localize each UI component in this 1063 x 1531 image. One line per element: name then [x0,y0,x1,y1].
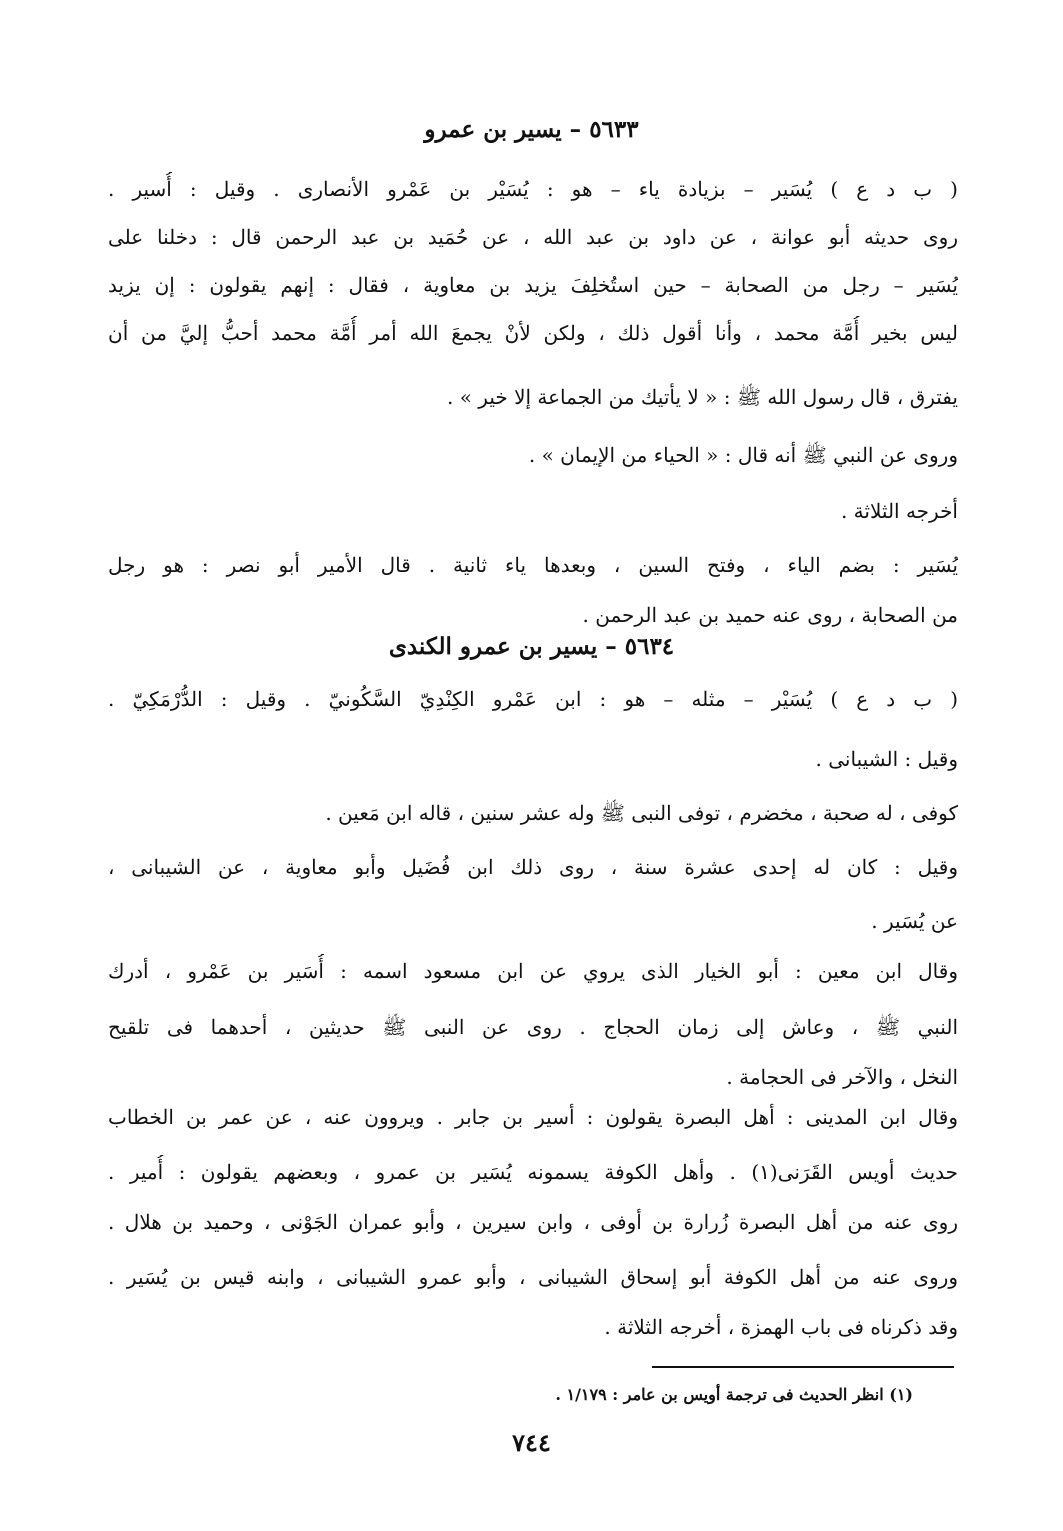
entry-5634-line-13: وقد ذكرناه فى باب الهمزة ، أخرجه الثلاثة . [604,1315,958,1339]
entry-heading-5633: ٥٦٣٣ – يسير بن عمرو [424,116,639,143]
entry-5633-line-6: وروى عن النبي ﷺ أنه قال : « الحياء من الإيمان » . [528,443,958,467]
page-number: ٧٤٤ [512,1428,551,1457]
entry-5634-line-2: وقيل : الشيبانى . [815,747,958,771]
entry-heading-5634: ٥٦٣٤ – يسير بن عمرو الكندى [388,633,675,660]
entry-5634-line-6: وقال ابن معين : أبو الخيار الذى يروي عن ابن مسعود اسمه : أُسَير بن عَمْرو ، أدرك [108,959,958,983]
entry-5634-line-5: عن يُسَير . [871,909,958,933]
entry-5634-line-7: النبي ﷺ ، وعاش إلى زمان الحجاج . روى عن النبى ﷺ حديثين ، أحدهما فى تلقيح [108,1015,958,1039]
entry-5633-line-1: ( ب د ع ) يُسَير – بزيادة ياء – هو : يُسَيْر بن عَمْرو الأنصارى . وقيل : أُسير . [108,177,958,201]
entry-5634-line-10: حديث أويس القَرَنى(١) . وأهل الكوفة يسمونه يُسَير بن عمرو ، وبعضهم يقولون : أُمير . [108,1160,958,1184]
entry-5633-line-7: أخرجه الثلاثة . [840,499,958,523]
entry-5634-line-4: وقيل : كان له إحدى عشرة سنة ، روى ذلك ابن فُضَيل وأبو معاوية ، عن الشيبانى ، [108,855,958,879]
entry-5634-line-3: كوفى ، له صحبة ، مخضرم ، توفى النبى ﷺ وله عشر سنين ، قاله ابن مَعين . [325,801,958,825]
entry-5634-line-9: وقال ابن المدينى : أهل البصرة يقولون : أسير بن جابر . ويروون عنه ، عن عمر بن الخطاب [108,1105,958,1129]
footnote-divider [652,1366,954,1368]
entry-5634-line-12: وروى عنه من أهل الكوفة أبو إسحاق الشيبانى ، وأبو عمرو الشيبانى ، وابنه قيس بن يُسَير . [108,1265,958,1289]
entry-5633-line-8: يُسَير : بضم الياء ، وفتح السين ، وبعدها ياء ثانية . قال الأمير أبو نصر : هو رجل [108,553,958,577]
entry-5633-line-9: من الصحابة ، روى عنه حميد بن عبد الرحمن . [582,603,958,627]
footnote: (١) انظر الحديث فى ترجمة أويس بن عامر : ١/١٧٩ . [555,1385,913,1404]
entry-5634-line-11: روى عنه من أهل البصرة زُرارة بن أوفى ، وابن سيرين ، وأبو عمران الجَوْنى ، وحميد بن هلال . [108,1210,958,1234]
entry-5633-line-4: ليس بخير أُمَّة محمد ، وأنا أقول ذلك ، ولكن لأنْ يجمعَ الله أمر أُمَّة محمد أحبُّ إليَّ من أن [108,321,958,345]
entry-5633-line-3: يُسَير – رجل من الصحابة – حين استُخلِفَ يزيد بن معاوية ، فقال : إنهم يقولون : إن يزيد [108,273,958,297]
entry-5634-line-8: النخل ، والآخر فى الحجامة . [726,1065,958,1089]
entry-5633-line-5: يفترق ، قال رسول الله ﷺ : « لا يأتيك من الجماعة إلا خير » . [446,385,958,409]
entry-5634-line-1: ( ب د ع ) يُسَيْر – مثله – هو : ابن عَمْرو الكِنْدِيّ السَّكُونيّ . وقيل : الدُّرْمَكِيّ . [108,687,958,711]
entry-5633-line-2: روى حديثه أبو عوانة ، عن داود بن عبد الله ، عن حُمَيد بن عبد الرحمن قال : دخلنا على [108,225,958,249]
